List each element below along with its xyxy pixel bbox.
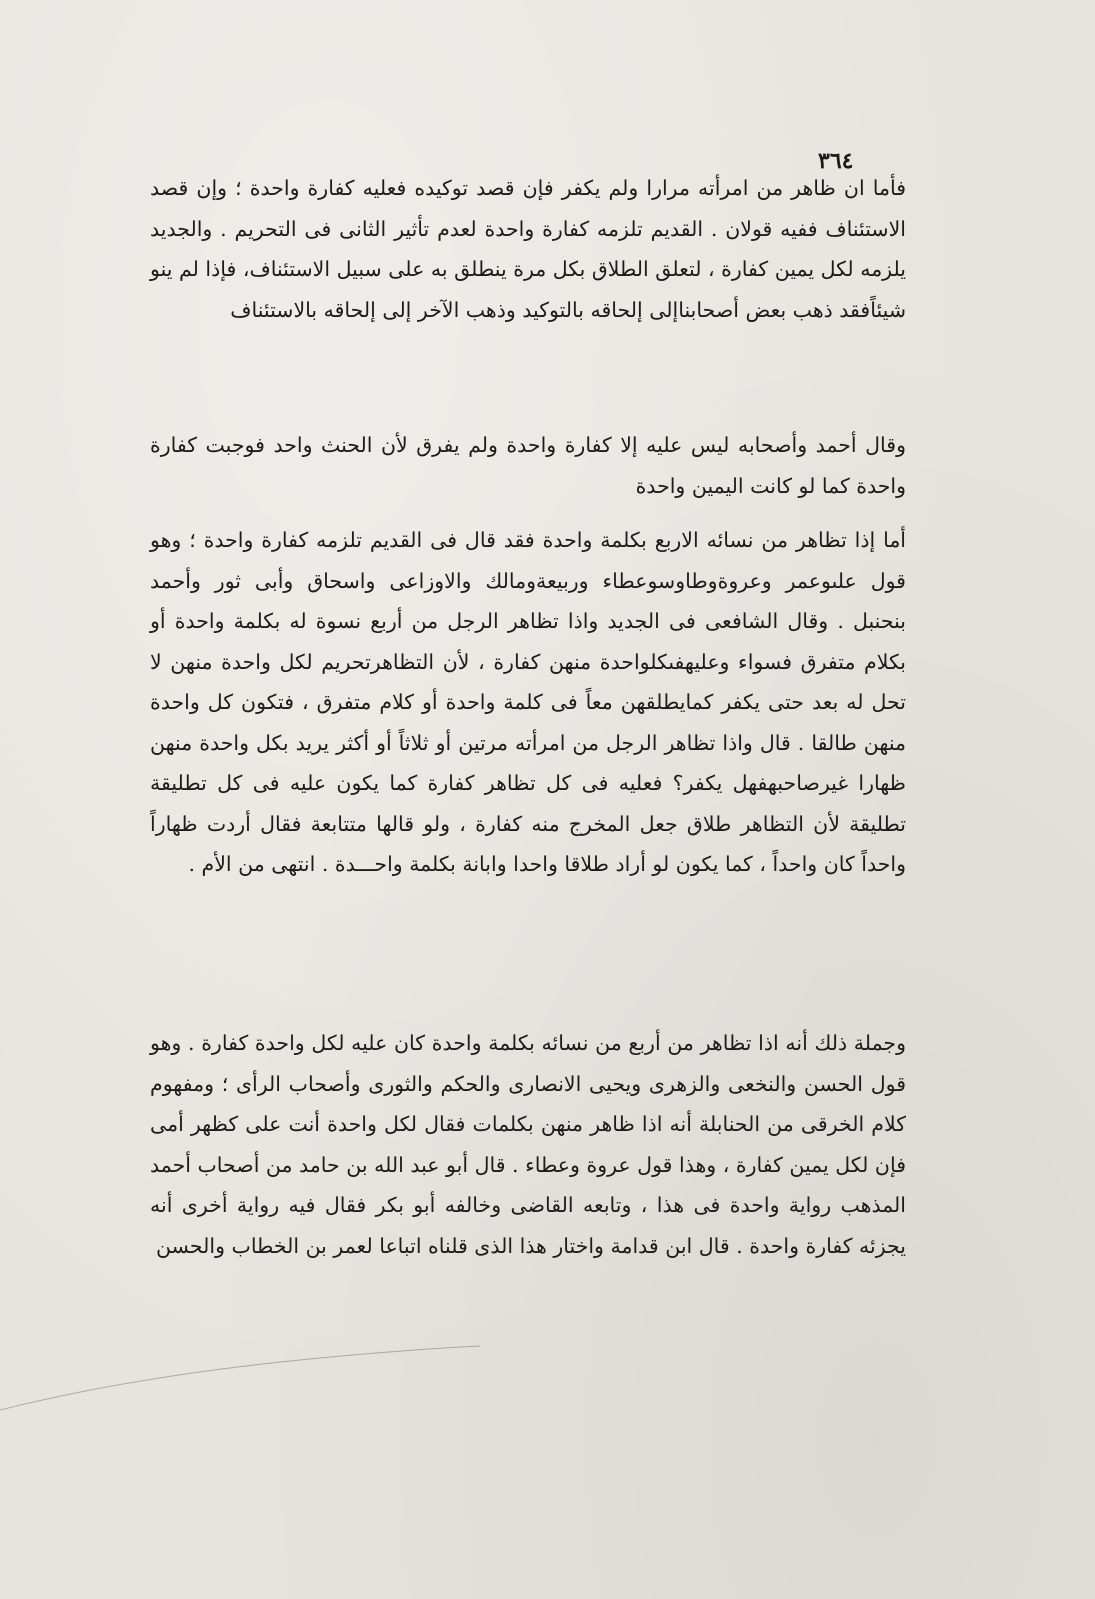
paragraph-text: وقال أحمد وأصحابه ليس عليه إلا كفارة واحدة ولم يفرق لأن الحنث واحد فوجبت كفارة واحدة كما لو كانت اليمين واحدة — [150, 433, 906, 498]
paragraph-3 — [150, 520, 906, 885]
paragraph-text: وجملة ذلك أنه اذا تظاهر من أربع من نسائه بكلمة واحدة كان عليه لكل واحدة كفارة . وهو قول الحسن والنخعى والزهرى ويحيى الانصارى والحكم والثورى وأصحاب الرأى ؛ ومفهوم كلام الخرقى من الحنابلة أنه اذا ظاهر منهن بكلمات فقال لكل واحدة أنت على كظهر أمى فإن لكل يمين كفارة ، وهذا قول عروة وعطاء . قال أبو عبد الله بن حامد من أصحاب أحمد المذهب رواية واحدة فى هذا ، وتابعه القاضى وخالفه أبو بكر فقال فيه رواية أخرى أنه يجزئه كفارة واحدة . قال ابن قدامة واختار هذا الذى قلناه اتباعا لعمر بن الخطاب والحسن — [150, 1031, 906, 1258]
page-number: ٣٦٤ — [818, 148, 854, 174]
paragraph-1 — [150, 168, 906, 330]
paragraph-2 — [150, 425, 906, 506]
paragraph-text: فأما ان ظاهر من امرأته مرارا ولم يكفر فإن قصد توكيده فعليه كفارة واحدة ؛ وإن قصد الاستئناف ففيه قولان . القديم تلزمه كفارة واحدة لعدم تأثير الثانى فى التحريم . والجديد يلزمه لكل يمين كفارة ، لتعلق الطلاق بكل مرة ينطلق به على سبيل الاستئناف، فإذا لم ينو شيئاًفقد ذهب بعض أصحابناإلى إلحاقه بالتوكيد وذهب الآخر إلى إلحاقه بالاستئناف — [150, 176, 906, 322]
scan-artifact-line — [0, 1330, 1095, 1599]
paragraph-text: أما إذا تظاهر من نسائه الاربع بكلمة واحدة فقد قال فى القديم تلزمه كفارة واحدة ؛ وهو قول علىوعمر وعروةوطاوسوعطاء وربيعةومالك والاوزاعى واسحاق وأبى ثور وأحمد بنحنبل . وقال الشافعى فى الجديد واذا تظاهر الرجل من أربع نسوة له بكلمة واحدة أو بكلام متفرق فسواء وعليهفىكلواحدة منهن كفارة ، لأن التظاهرتحريم لكل واحدة منهن لا تحل له بعد حتى يكفر كمايطلقهن معاً فى كلمة واحدة أو كلام متفرق ، فتكون كل واحدة منهن طالقا . قال واذا تظاهر الرجل من امرأته مرتين أو ثلاثاً أو أكثر يريد بكل واحدة منهن ظهارا غيرصاحبهفهل يكفر؟ فعليه فى كل تظاهر كفارة كما يكون عليه فى كل تطليقة تطليقة لأن التظاهر طلاق جعل المخرج منه كفارة ، ولو قالها متتابعة فقال أردت ظهاراً واحداً كان واحداً ، كما يكون لو أراد طلاقا واحدا وابانة بكلمة واحـــدة . انتهى من الأم . — [150, 528, 906, 876]
paragraph-4 — [150, 1023, 906, 1266]
